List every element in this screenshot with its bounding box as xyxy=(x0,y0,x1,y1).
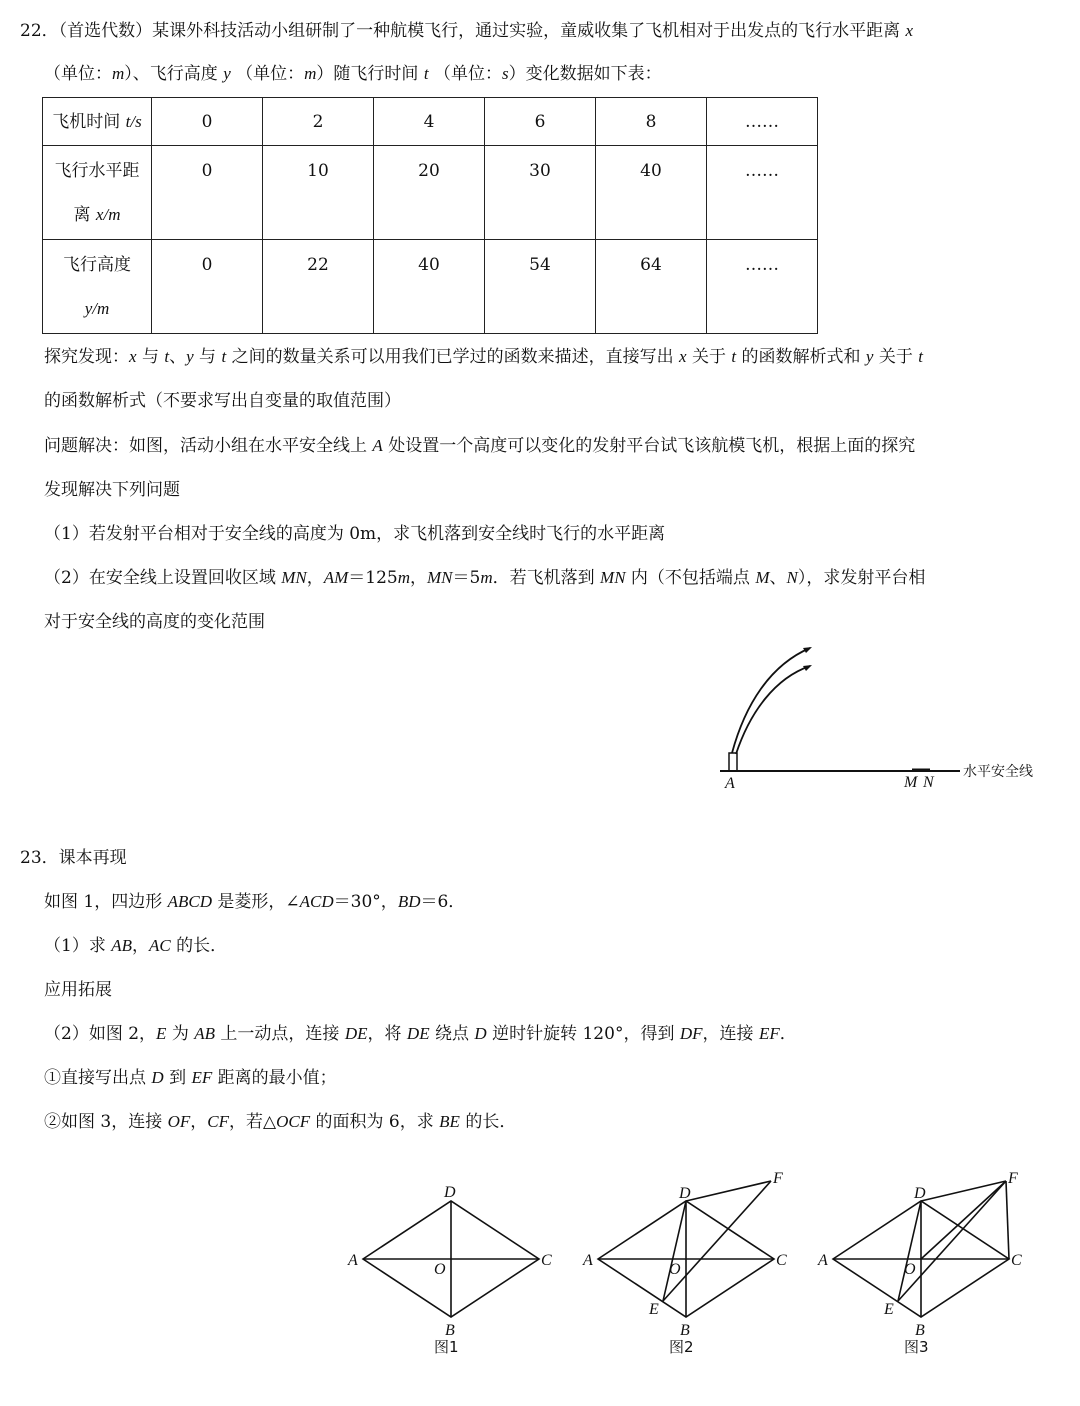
height-cell: 64 xyxy=(596,240,707,334)
caption-fig2: 图2 xyxy=(669,1338,694,1356)
table-row-distance xyxy=(43,146,818,240)
label-D: D xyxy=(444,1184,456,1201)
figure-1 xyxy=(340,1175,560,1365)
launch-platform xyxy=(729,753,737,771)
label-F: F xyxy=(773,1170,783,1187)
label-C: C xyxy=(541,1252,552,1269)
distance-cell: 20 xyxy=(374,146,485,240)
label-C: C xyxy=(776,1252,787,1269)
height-cell: 0 xyxy=(152,240,263,334)
q23-line-1: 如图 1，四边形 ABCD 是菱形，∠ACD＝30°，BD＝6． xyxy=(44,892,466,912)
flight-path-upper xyxy=(732,648,810,753)
segment-DE xyxy=(898,1201,921,1301)
flight-path-lower xyxy=(736,666,810,754)
q23-line-6: ②如图 3，连接 OF，CF，若△OCF 的面积为 6，求 BE 的长． xyxy=(44,1112,517,1132)
flight-figure xyxy=(700,640,1060,800)
caption-fig3: 图3 xyxy=(904,1338,929,1356)
height-cell: …… xyxy=(707,240,818,334)
label-A: A xyxy=(583,1252,593,1269)
q22-part-2: （2）在安全线上设置回收区域 MN，AM＝125m，MN＝5m．若飞机落到 MN 内（不包括端点 M、N），求发射平台相 xyxy=(44,568,926,588)
q22-explore-1: 探究发现：x 与 t、y 与 t 之间的数量关系可以用我们已学过的函数来描述，直接写出 x 关于 t 的函数解析式和 y 关于 t xyxy=(44,347,923,367)
segment-DF xyxy=(686,1181,771,1201)
distance-cell: 0 xyxy=(152,146,263,240)
safety-line-label: 水平安全线 xyxy=(963,764,1033,780)
label-F: F xyxy=(1008,1170,1018,1187)
q22-explore-2: 的函数解析式（不要求写出自变量的取值范围） xyxy=(44,391,401,411)
time-cell: …… xyxy=(707,98,818,146)
label-O: O xyxy=(904,1261,916,1278)
time-cell: 4 xyxy=(374,98,485,146)
table-row-height xyxy=(43,240,818,334)
distance-cell: 10 xyxy=(263,146,374,240)
q22-part-1: （1）若发射平台相对于安全线的高度为 0m，求飞机落到安全线时飞行的水平距离 xyxy=(44,524,666,544)
label-A: A xyxy=(725,775,735,792)
q22-line-2: （单位：m）、飞行高度 y （单位：m）随飞行时间 t （单位：s）变化数据如下表： xyxy=(44,64,662,84)
q23-title: 23．课本再现 xyxy=(20,848,127,868)
row-label-height: 飞行高度 y/m xyxy=(43,240,152,334)
distance-cell: 30 xyxy=(485,146,596,240)
label-B: B xyxy=(680,1322,690,1339)
time-cell: 2 xyxy=(263,98,374,146)
row-label-time: 飞机时间 t/s xyxy=(43,98,152,146)
q23-line-4: （2）如图 2，E 为 AB 上一动点，连接 DE，将 DE 绕点 D 逆时针旋转 120°，得到 DF，连接 EF． xyxy=(44,1024,797,1044)
label-M: M xyxy=(904,774,918,791)
q23-line-3: 应用拓展 xyxy=(44,980,112,1000)
segment-DE xyxy=(663,1201,686,1301)
label-B: B xyxy=(915,1322,925,1339)
table-row-time xyxy=(43,98,818,146)
label-E: E xyxy=(884,1301,894,1318)
row-label-distance: 飞行水平距 离 x/m xyxy=(43,146,152,240)
height-cell: 22 xyxy=(263,240,374,334)
label-N: N xyxy=(923,774,934,791)
time-cell: 0 xyxy=(152,98,263,146)
q22-line-1: 22．（首选代数）某课外科技活动小组研制了一种航模飞行，通过实验，童威收集了飞机相对于出发点的飞行水平距离 x xyxy=(20,21,914,41)
segment-DF xyxy=(921,1181,1006,1201)
figure-3 xyxy=(810,1168,1035,1366)
height-cell: 40 xyxy=(374,240,485,334)
label-B: B xyxy=(445,1322,455,1339)
label-E: E xyxy=(649,1301,659,1318)
label-A: A xyxy=(348,1252,358,1269)
q23-line-5: ①直接写出点 D 到 EF 距离的最小值； xyxy=(44,1068,337,1088)
label-O: O xyxy=(669,1261,681,1278)
data-table xyxy=(42,97,818,334)
label-D: D xyxy=(914,1185,926,1202)
height-cell: 54 xyxy=(485,240,596,334)
segment-OF xyxy=(921,1181,1006,1259)
distance-cell: 40 xyxy=(596,146,707,240)
figure-2 xyxy=(575,1168,800,1366)
time-cell: 8 xyxy=(596,98,707,146)
q22-solve-1: 问题解决：如图，活动小组在水平安全线上 A 处设置一个高度可以变化的发射平台试飞该航模飞机，根据上面的探究 xyxy=(44,436,916,456)
label-C: C xyxy=(1011,1252,1022,1269)
time-cell: 6 xyxy=(485,98,596,146)
caption-fig1: 图1 xyxy=(434,1338,459,1356)
q23-line-2: （1）求 AB，AC 的长． xyxy=(44,936,228,956)
q22-solve-2: 发现解决下列问题 xyxy=(44,480,180,500)
q22-part-2-cont: 对于安全线的高度的变化范围 xyxy=(44,612,265,632)
arrow-head-icon xyxy=(803,665,812,671)
segment-CF xyxy=(1006,1181,1009,1259)
label-A: A xyxy=(818,1252,828,1269)
arrow-head-icon xyxy=(803,647,812,653)
distance-cell: …… xyxy=(707,146,818,240)
label-O: O xyxy=(434,1261,446,1278)
label-D: D xyxy=(679,1185,691,1202)
